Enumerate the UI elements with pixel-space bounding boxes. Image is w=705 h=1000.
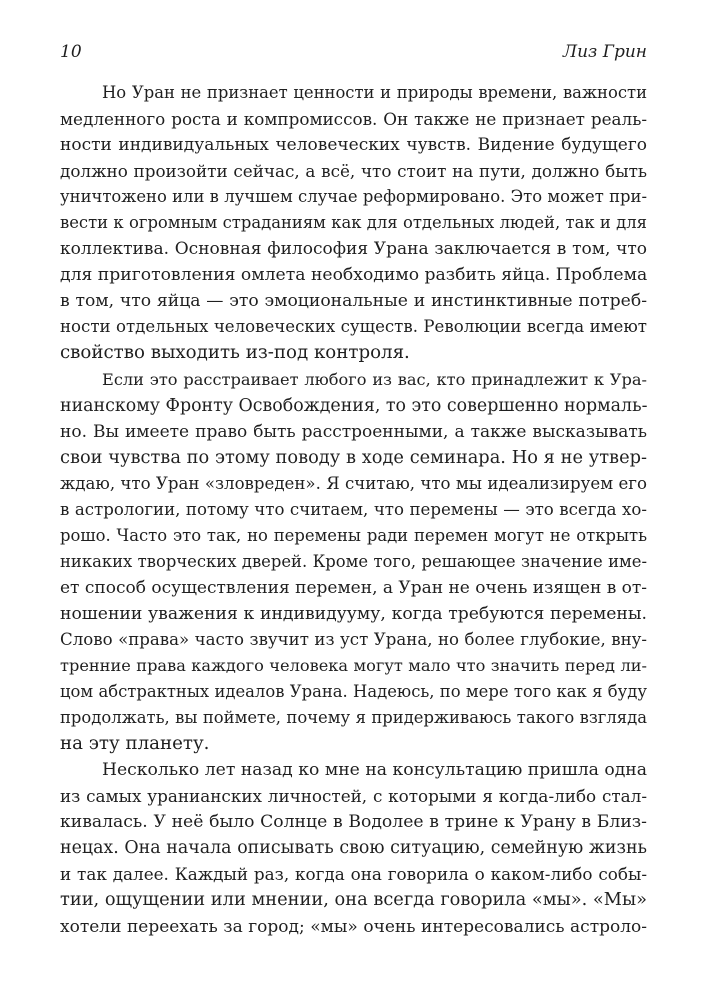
text-line: кивалась. У неё было Солнце в Водолее в трине к Урану в Близ- (60, 812, 647, 833)
text-line: цом абстрактных идеалов Урана. Надеюсь, по мере того как я буду (60, 682, 647, 702)
text-line: тренние права каждого человека могут мало что значить перед ли- (60, 656, 647, 676)
body-text (60, 80, 647, 940)
text-line: свойство выходить из-под контроля. (60, 342, 410, 364)
text-line: Несколько лет назад ко мне на консультацию пришла одна (102, 760, 647, 781)
text-line: уничтожено или в лучшем случае реформировано. Это может при- (60, 187, 647, 207)
text-line: и так далее. Каждый раз, когда она говорила о каком-либо собы- (60, 864, 647, 885)
text-line: Если это расстраивает любого из вас, кто принадлежит к Ура- (102, 369, 647, 389)
text-line: на эту планету. (60, 733, 210, 755)
text-line: тии, ощущении или мнении, она всегда говорила «мы». «Мы» (60, 889, 647, 911)
text-line: Слово «права» часто звучит из уст Урана, но более глубокие, вну- (60, 629, 647, 649)
page-number: 10 (60, 42, 82, 62)
text-line: в том, что яйца — это эмоциональные и инстинктивные потреб- (60, 291, 647, 312)
running-title: Лиз Грин (562, 42, 647, 62)
text-line: свои чувства по этому поводу в ходе семинара. Но я не утвер- (60, 446, 647, 468)
text-line: медленного роста и компромиссов. Он также не признает реаль- (60, 109, 647, 130)
text-line: коллектива. Основная философия Урана заключается в том, что (60, 239, 647, 260)
page-header (60, 40, 647, 64)
text-line: в астрологии, потому что считаем, что перемены — это всегда хо- (60, 499, 647, 519)
text-line: ет способ осуществления перемен, а Уран не очень изящен в от- (60, 577, 647, 598)
text-line: ности отдельных человеческих существ. Революции всегда имеют (60, 317, 647, 337)
text-line: ности индивидуальных человеческих чувств. Видение будущего (60, 135, 647, 156)
text-line: продолжать, вы поймете, почему я придерживаюсь такого взгляда (60, 708, 647, 728)
text-line: нецах. Она начала описывать свою ситуацию, семейную жизнь (60, 838, 647, 859)
text-line: хотели переехать за город; «мы» очень интересовались астроло- (60, 916, 647, 937)
text-line: из самых уранианских личностей, с которыми я когда-либо стал- (60, 786, 647, 807)
text-line: ждаю, что Уран «зловреден». Я считаю, что мы идеализируем его (60, 473, 647, 493)
text-line: должно произойти сейчас, а всё, что стоит на пути, должно быть (60, 161, 647, 182)
text-line: вести к огромным страданиям как для отдельных людей, так и для (60, 213, 647, 233)
text-line: нианскому Фронту Освобождения, то это совершенно нормаль- (60, 395, 647, 416)
text-line: ношении уважения к индивидууму, когда требуются перемены. (60, 603, 647, 624)
text-line: но. Вы имеете право быть расстроенными, а также высказывать (60, 421, 647, 442)
text-line: рошо. Часто это так, но перемены ради перемен могут не открыть (60, 525, 647, 545)
text-line: никаких творческих дверей. Кроме того, решающее значение име- (60, 551, 647, 571)
text-line: Но Уран не признает ценности и природы времени, важности (102, 83, 647, 102)
text-line: для приготовления омлета необходимо разбить яйца. Проблема (60, 265, 647, 286)
